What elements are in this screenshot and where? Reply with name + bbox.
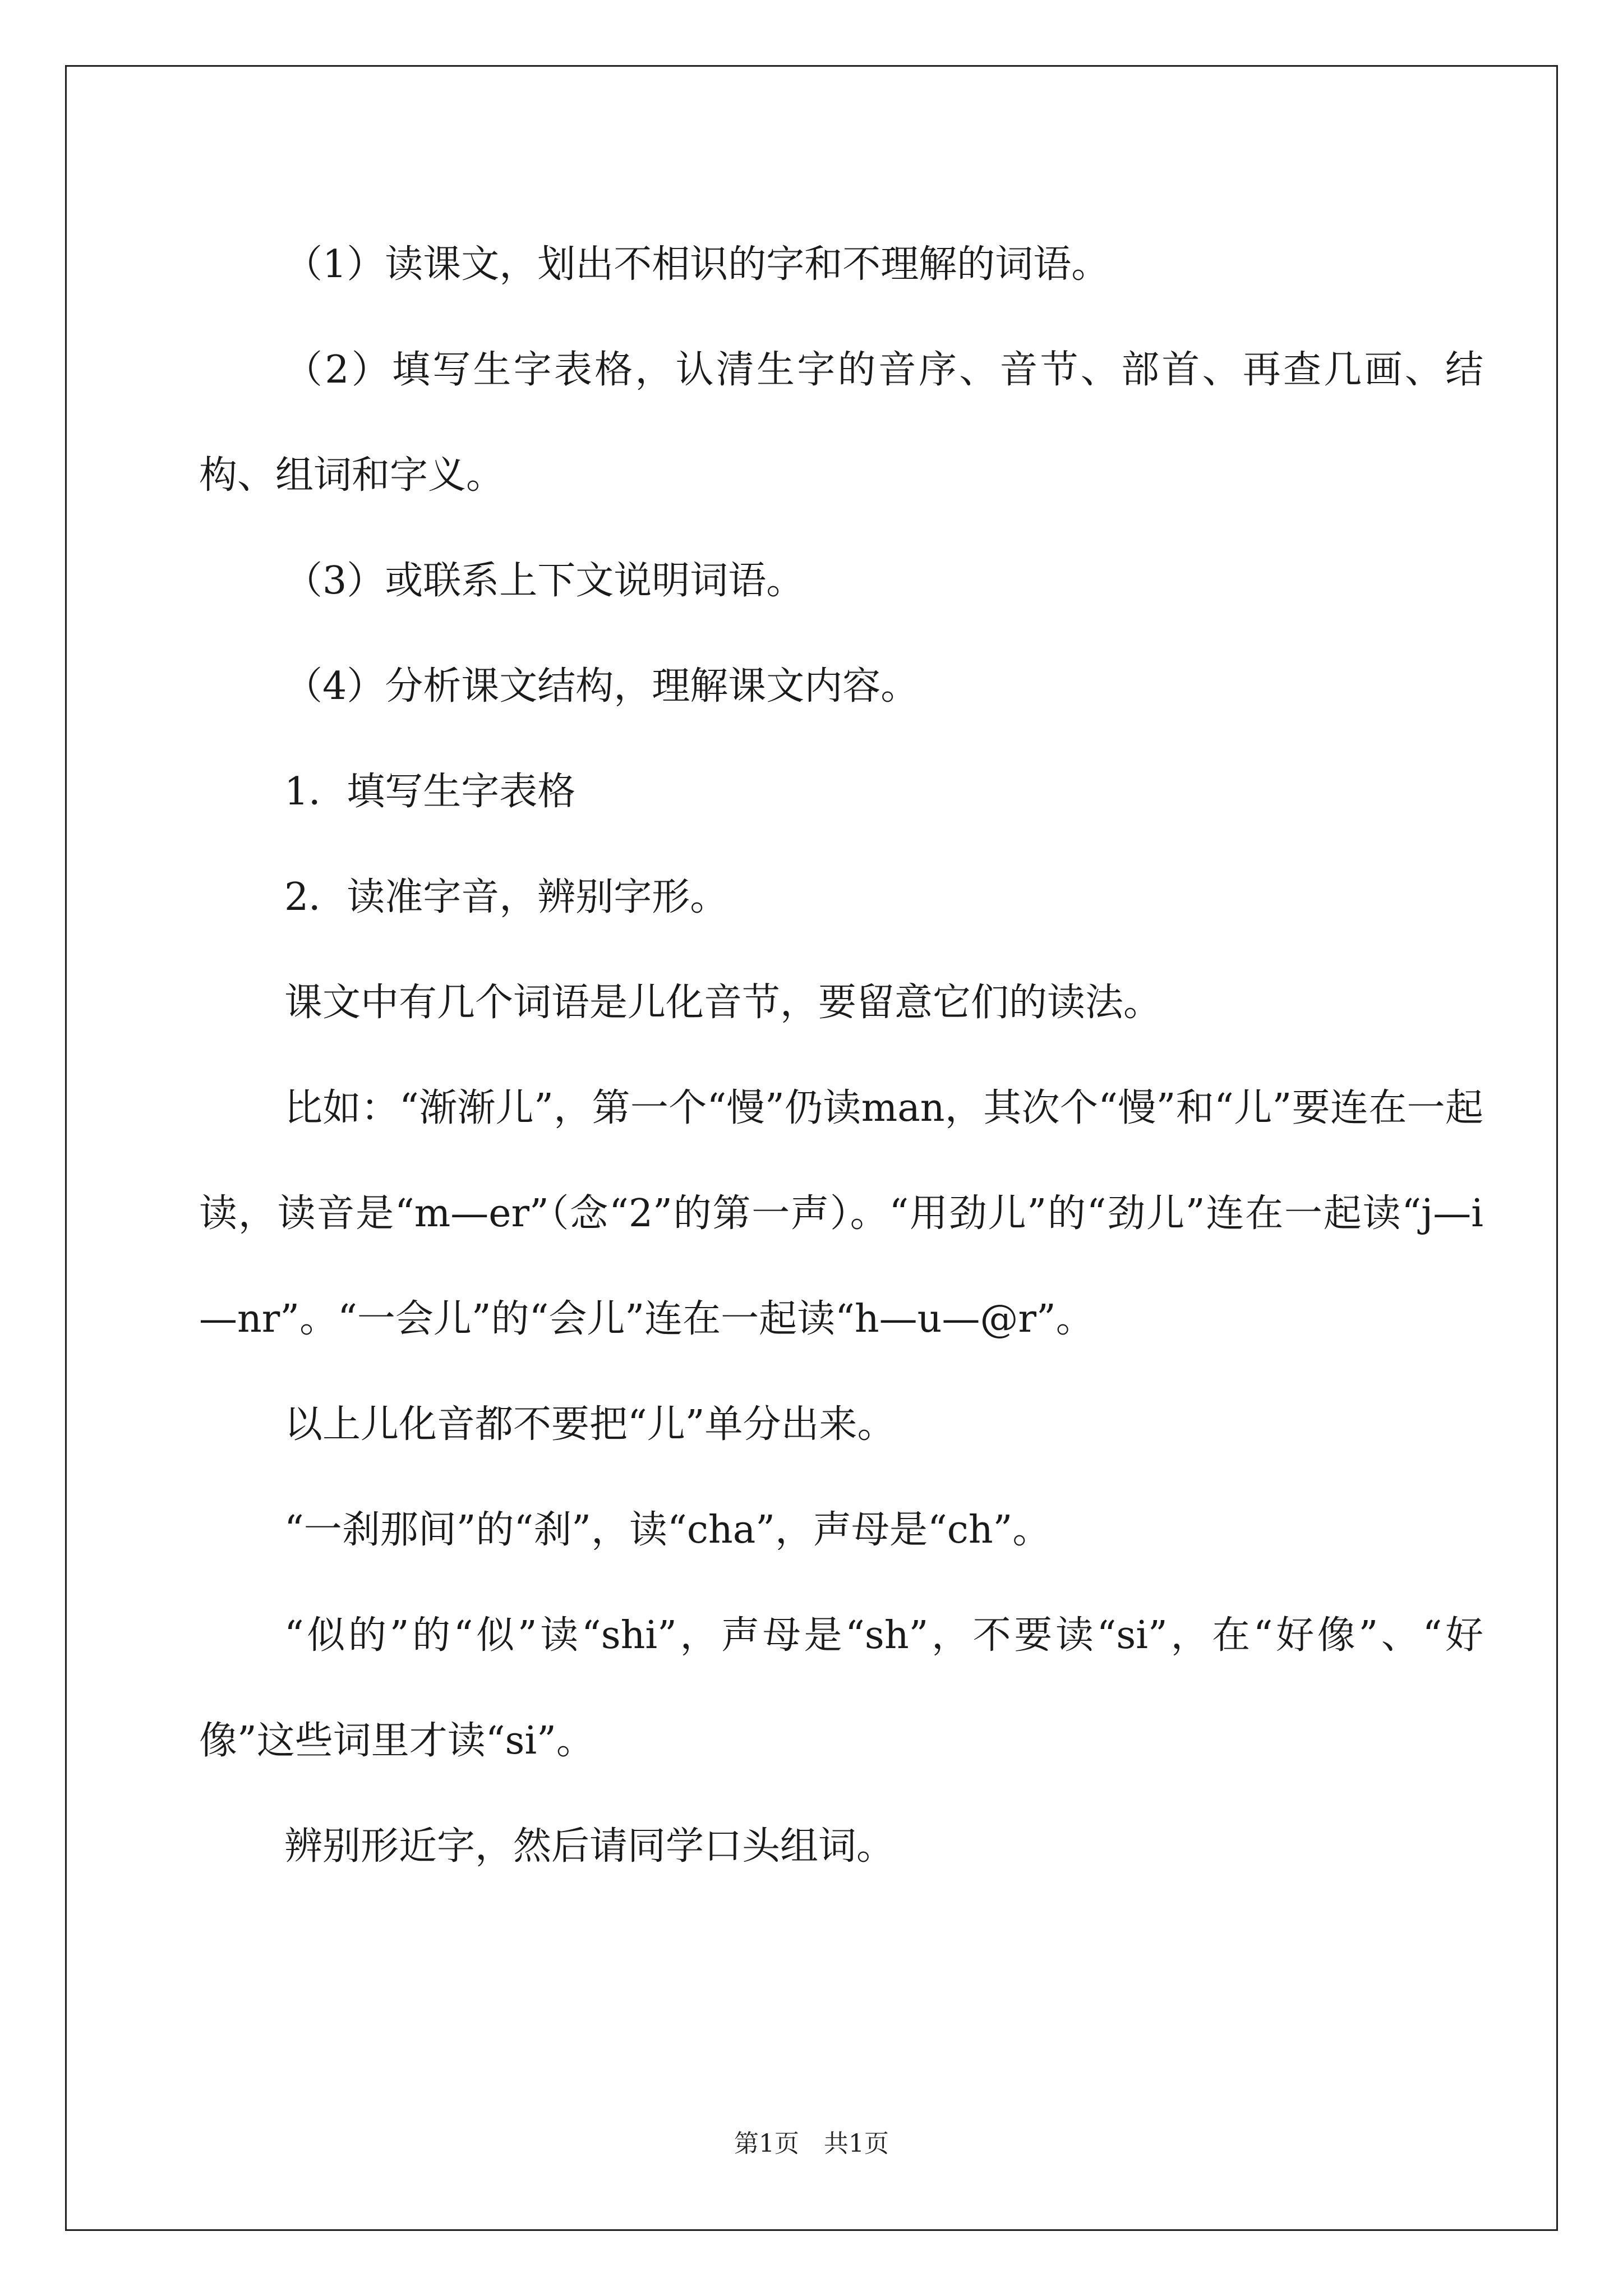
paragraph-9: 以上儿化音都不要把“儿”单分出来。: [284, 1402, 896, 1447]
paragraph-7: 课文中有几个词语是儿化音节，要留意它们的读法。: [284, 981, 1162, 1025]
paragraph-1: （1）读课文，划出不相识的字和不理解的词语。: [284, 242, 1110, 287]
paragraph-12: 辨别形近字，然后请同学口头组词。: [284, 1824, 895, 1869]
paragraph-3: （3）或联系上下文说明词语。: [284, 559, 805, 603]
paragraph-8: 比如：“渐渐儿”，第一个“慢”仍读man，其次个“慢”和“儿”要连在一起读，读音是“m—er”（念“2”的第一声）。“用劲儿”的“劲儿”连在一起读“j—i—nr”。“一会儿”的“会儿”连在一起读“h—u—@r”。: [199, 1086, 1483, 1341]
page-number-footer: 第1页 共1页: [734, 2129, 889, 2158]
paragraph-10: “一刹那间”的“刹”，读“cha”，声母是“ch”。: [284, 1508, 1051, 1552]
paragraph-2: （2）填写生字表格，认清生字的音序、音节、部首、再查几画、结构、组词和字义。: [199, 348, 1483, 498]
paragraph-4: （4）分析课文结构，理解课文内容。: [284, 664, 919, 708]
paragraph-11: “似的”的“似”读“shi”，声母是“sh”，不要读“si”，在“好像”、“好像”这些词里才读“si”。: [199, 1613, 1483, 1763]
document-body: [199, 212, 1483, 1899]
paragraph-5: 1．填写生字表格: [284, 770, 576, 814]
paragraph-6: 2．读准字音，辨别字形。: [284, 875, 728, 919]
